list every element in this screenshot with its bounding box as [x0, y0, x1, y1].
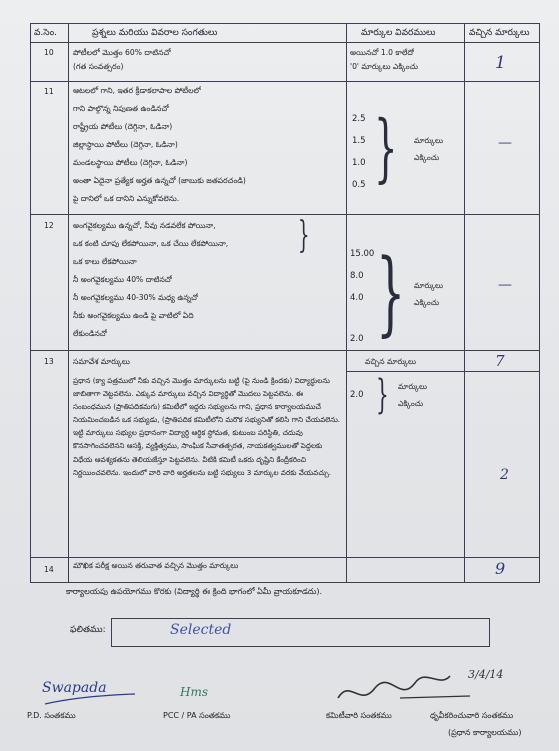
header-col-no: వ.సెం.	[34, 28, 58, 38]
committee-date: 3/4/14	[468, 668, 504, 681]
row-14-number: 14	[44, 565, 54, 574]
row-12-brace-label: మార్కులు	[414, 281, 444, 290]
row-13-brace-label: మార్కులు	[398, 382, 428, 391]
pcc-signature-label: PCC / PA సంతకము	[163, 711, 231, 720]
row-11-brace-label: మార్కులు	[414, 136, 444, 145]
row-12-value: 15.00	[350, 249, 375, 259]
row-12-value: 4.0	[350, 293, 364, 303]
row-14-line: మౌఖిక పరీక్ష అయిన తరువాత వచ్చిన మొత్తం మార్కులు	[73, 561, 239, 570]
row-13-title: సమావేశ మార్కులు	[73, 357, 130, 366]
pd-signature-label: P.D. సంతకము	[27, 711, 76, 720]
row-11-value: 0.5	[352, 180, 366, 190]
row-13-paragraph: ప్రధాన (క్యా పత్రములో నీకు వచ్చిన మొత్తం మార్కులను బట్టి (పై నుండి క్రిందకు) విద్యార్థులను జాబితాగా వెట్టవలెను. ఎక్కువ మార్కులు వచ్చిన విద్యార్థితో మొదలు పెట్టవలెను. ఈ సంబంధమున (ప్రాతిపదికమగు) కమిటీలో ఇద్దరు సభ్యులను గాని, ప్రధాన కార్యాలయముచే నియమించబడిన ఒక సభ్యుడు, (ప్రాతిపదిక కమిటీలోని మరొక సభ్యునితో కలిసి గాని చేయవలెను. ఇట్టి మార్కులు సభ్యుల ప్రధానంగా విద్యార్థి ఆర్థిక స్థోమత, కుటుంబ పరిస్థితి, చదువు కొనసాగించవలెనని ఆసక్తి, వ్యక్తిత్వము, సాంఘిక సేవాతత్పరత, నాయకత్వములతో పెద్దలకు విధేయ ఆవశ్యకతను తెలియజేస్తూ పెట్టవలెను. వీటికి కమిటీ ఒకరు దృష్టిని కేంద్రీకరించి నిర్ణయించవలెను. ఇందులో వారి వారి అర్హతలను బట్టి సభ్యులు 3 మార్కుల వరకు వేయవచ్చు.	[73, 376, 341, 477]
row-11-number: 11	[44, 87, 54, 96]
committee-signature-stroke	[330, 658, 480, 718]
row-12-value: 8.0	[350, 271, 364, 281]
row-11-line: జిల్లాస్థాయి పోటీలు (దెగ్గినా, ఓడినా)	[73, 140, 178, 149]
office-use-note: కార్యాలయపు ఉపయోగము కొరకు (విద్యార్థి ఈ క్రింది భాగంలో ఏమీ వ్రాయకూడదు).	[66, 587, 322, 596]
result-value: Selected	[170, 622, 232, 638]
row-12-line: నీ అంగవైకల్యము 40% దాటినచో	[73, 275, 173, 284]
row-10-obtained: 1	[495, 53, 506, 73]
row-12-line: నీకు అంగవైకల్యము ఉండి పై వాటిలో ఏది	[73, 311, 194, 320]
row-12-line: ఒక కంటి చూపు లేకపోయినా, ఒక చేయి లేకపోయినా,	[73, 239, 229, 248]
row-12-brace: }	[376, 239, 406, 346]
row-12-line: అంగవైకల్యము ఉన్నచో, నీవు నడవలేక పోయినా,	[73, 221, 216, 230]
pd-signature-stroke	[40, 690, 140, 710]
row-13-obtained: 2	[500, 467, 509, 483]
row-10-detail: '0' మార్కులు ఎక్కించు	[350, 62, 418, 71]
row-13-brace: }	[376, 372, 389, 418]
row-12-obtained: —	[498, 277, 512, 293]
row-11-brace-label: ఎక్కించు	[414, 153, 440, 162]
row-13-sub-header: వచ్చిన మార్కులు	[365, 357, 417, 366]
row-13-number: 13	[44, 357, 54, 366]
header-col-questions: ప్రశ్నలు మరియు వివరాల సంగతులు	[92, 28, 218, 38]
row-12-number: 12	[44, 221, 54, 230]
row-13-value: 2.0	[350, 390, 364, 400]
result-box	[111, 618, 490, 647]
pd-signature: Swapada	[42, 680, 107, 696]
row-12-small-brace: }	[298, 215, 310, 256]
row-10-detail: అయినచో 1.0 కాలేదో	[350, 48, 414, 57]
row-11-line: రాష్ట్రీయ పోటీలు (దెగ్గినా, ఓడినా)	[73, 122, 173, 131]
pcc-signature: Hms	[180, 685, 209, 699]
final-signature-label: ధృవీకరించువారి సంతకము	[430, 711, 514, 720]
row-11-value: 1.0	[352, 158, 366, 168]
row-11-line: గాని పాల్గొన్న నిపుణత ఉండినచో	[73, 104, 169, 113]
final-signature-sub: (ప్రధాన కార్యాలయము)	[448, 728, 522, 737]
row-14-obtained: 9	[495, 559, 506, 578]
row-12-line: ఒక కాలు లేకపోయినా	[73, 257, 137, 266]
row-11-value: 2.5	[352, 114, 366, 124]
row-11-value: 1.5	[352, 136, 366, 146]
row-12-line: నీ అంగవైకల్యము 40-30% మధ్య ఉన్నచో	[73, 293, 199, 302]
row-12-line: లేకుండినచో	[73, 329, 108, 338]
row-11-line: అంతా ఏదైనా ప్రత్యేక అర్హత ఉన్నచో (జాబుకు జతపరచండి)	[73, 176, 246, 185]
header-col-marks-details: మార్కుల వివరములు	[361, 28, 436, 38]
row-11-line: ఆటలలో గాని, ఇతర క్రీడాకలాపాల పోటీలలో	[73, 86, 202, 95]
row-13-brace-label: ఎక్కించు	[398, 399, 424, 408]
row-11-line: మండలస్థాయి పోటీలు (దెగ్గినా, ఓడినా)	[73, 158, 188, 167]
row-10-number: 10	[44, 48, 54, 57]
row-12-brace-label: ఎక్కించు	[414, 298, 440, 307]
row-11-brace: }	[374, 105, 398, 191]
row-11-line: పై దానిలో ఒక దానిని ఎన్నుకోవలెను.	[73, 194, 180, 203]
header-col-marks-obtained: వచ్చిన మార్కులు	[469, 28, 530, 38]
row-12-value: 2.0	[350, 334, 364, 344]
result-label: ఫలితము:	[70, 625, 106, 635]
row-10-line: పోటీలలో మొత్తం 60% దాటినచో	[73, 48, 171, 57]
row-10-line: (గత సంవత్సరం)	[73, 62, 124, 71]
scoring-table	[30, 23, 540, 583]
committee-signature-label: కమిటీవారి సంతకము	[326, 711, 392, 720]
row-13-sub-obtained: 7	[495, 352, 505, 370]
row-11-obtained: —	[498, 135, 512, 151]
